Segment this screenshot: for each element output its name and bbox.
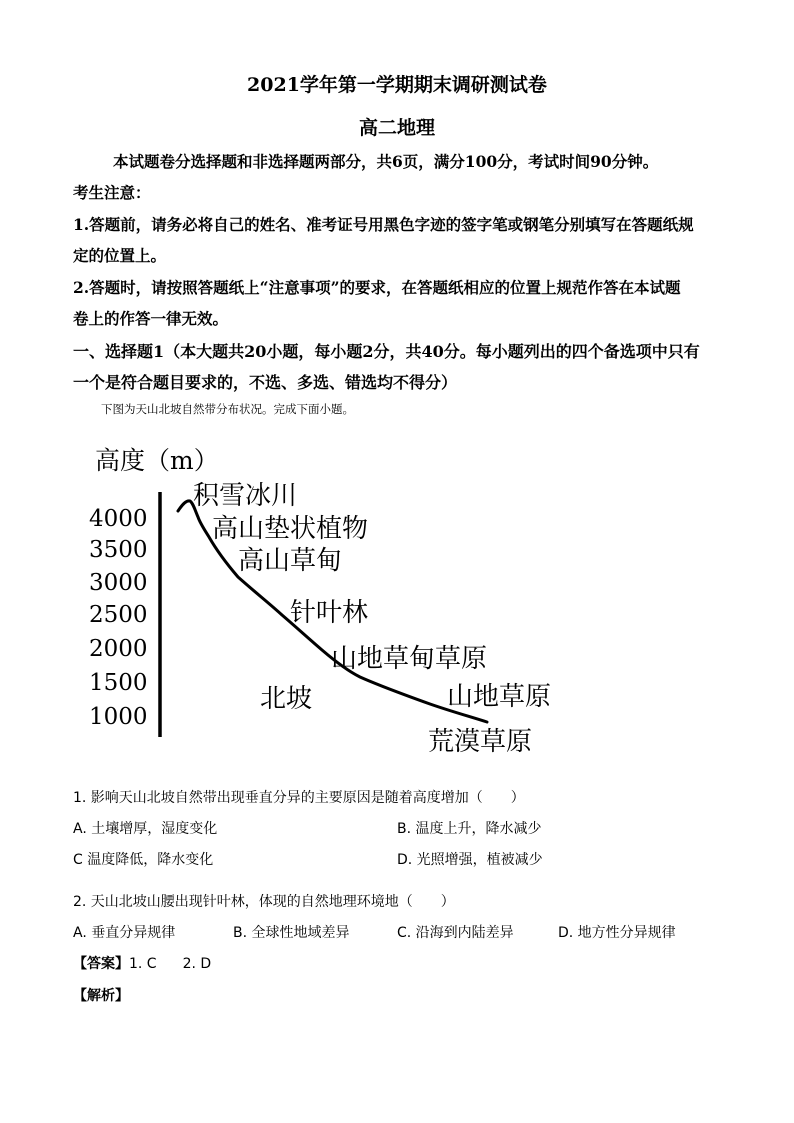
zone-label-alpine-meadow: 高山草甸: [238, 546, 343, 576]
answer-q2: 2. D: [182, 956, 212, 972]
answer-q1: 1. C: [129, 956, 157, 972]
figure-caption: 下图为天山北坡自然带分布状况。完成下面小题。: [101, 402, 354, 416]
analysis-label: 【解析】: [73, 988, 129, 1004]
exam-title: 2021学年第一学期期末调研测试卷: [247, 74, 547, 96]
question-1-option-a: A. 土壤增厚，湿度变化: [73, 821, 218, 837]
zone-label-coniferous-forest: 针叶林: [290, 598, 369, 628]
answer-row: [73, 953, 211, 973]
question-1-option-d: D. 光照增强，植被减少: [397, 852, 543, 868]
y-tick-4000: 4000: [89, 506, 148, 532]
notice-item-1-line-2: 定的位置上。: [73, 246, 167, 265]
exam-subject: 高二地理: [358, 117, 435, 139]
y-tick-1500: 1500: [89, 670, 148, 696]
question-2-option-d: D. 地方性分异规律: [558, 925, 676, 941]
zone-label-mountain-meadow-steppe: 山地草甸草原: [331, 644, 488, 674]
answer-label: 【答案】: [73, 956, 129, 972]
altitude-zone-diagram: [0, 425, 794, 765]
question-2-stem: 2. 天山北坡山腰出现针叶林，体现的自然地理环境地（ ）: [73, 894, 455, 910]
y-tick-3000: 3000: [89, 570, 148, 596]
question-2-option-c: C. 沿海到内陆差异: [397, 925, 514, 941]
y-tick-2500: 2500: [89, 602, 148, 628]
y-tick-3500: 3500: [89, 537, 148, 563]
question-1-stem: 1. 影响天山北坡自然带出现垂直分异的主要原因是随着高度增加（ ）: [73, 790, 525, 806]
section-1-heading-line-2: 一个是符合题目要求的，不选、多选、错选均不得分）: [73, 373, 458, 392]
y-tick-1000: 1000: [89, 704, 148, 730]
exam-intro: 本试题卷分选择题和非选择题两部分，共6页，满分100分，考试时间90分钟。: [113, 152, 659, 171]
section-1-heading-line-1: 一、选择题1（本大题共20小题，每小题2分，共40分。每小题列出的四个备选项中只有: [73, 342, 700, 361]
question-1-option-b: B. 温度上升，降水减少: [397, 821, 542, 837]
zone-label-desert-steppe: 荒漠草原: [428, 727, 533, 757]
notice-item-2-line-1: 2.答题时，请按照答题纸上“注意事项”的要求，在答题纸相应的位置上规范作答在本试题: [73, 278, 681, 297]
zone-label-mountain-steppe: 山地草原: [447, 682, 552, 712]
y-axis-title: 高度（m）: [95, 446, 219, 475]
question-2-option-b: B. 全球性地域差异: [233, 925, 350, 941]
question-1-option-c: C 温度降低，降水变化: [73, 852, 214, 868]
question-2-option-a: A. 垂直分异规律: [73, 925, 176, 941]
zone-label-alpine-cushion-plants: 高山垫状植物: [212, 514, 369, 544]
notice-item-2-line-2: 卷上的作答一律无效。: [73, 309, 229, 328]
zone-label-snow-glacier: 积雪冰川: [193, 481, 298, 511]
notice-item-1-line-1: 1.答题前，请务必将自己的姓名、准考证号用黑色字迹的签字笔或钢笔分别填写在答题纸规: [73, 215, 694, 234]
notice-heading: 考生注意：: [73, 183, 151, 202]
slope-label-north: 北坡: [260, 684, 313, 714]
y-tick-2000: 2000: [89, 636, 148, 662]
